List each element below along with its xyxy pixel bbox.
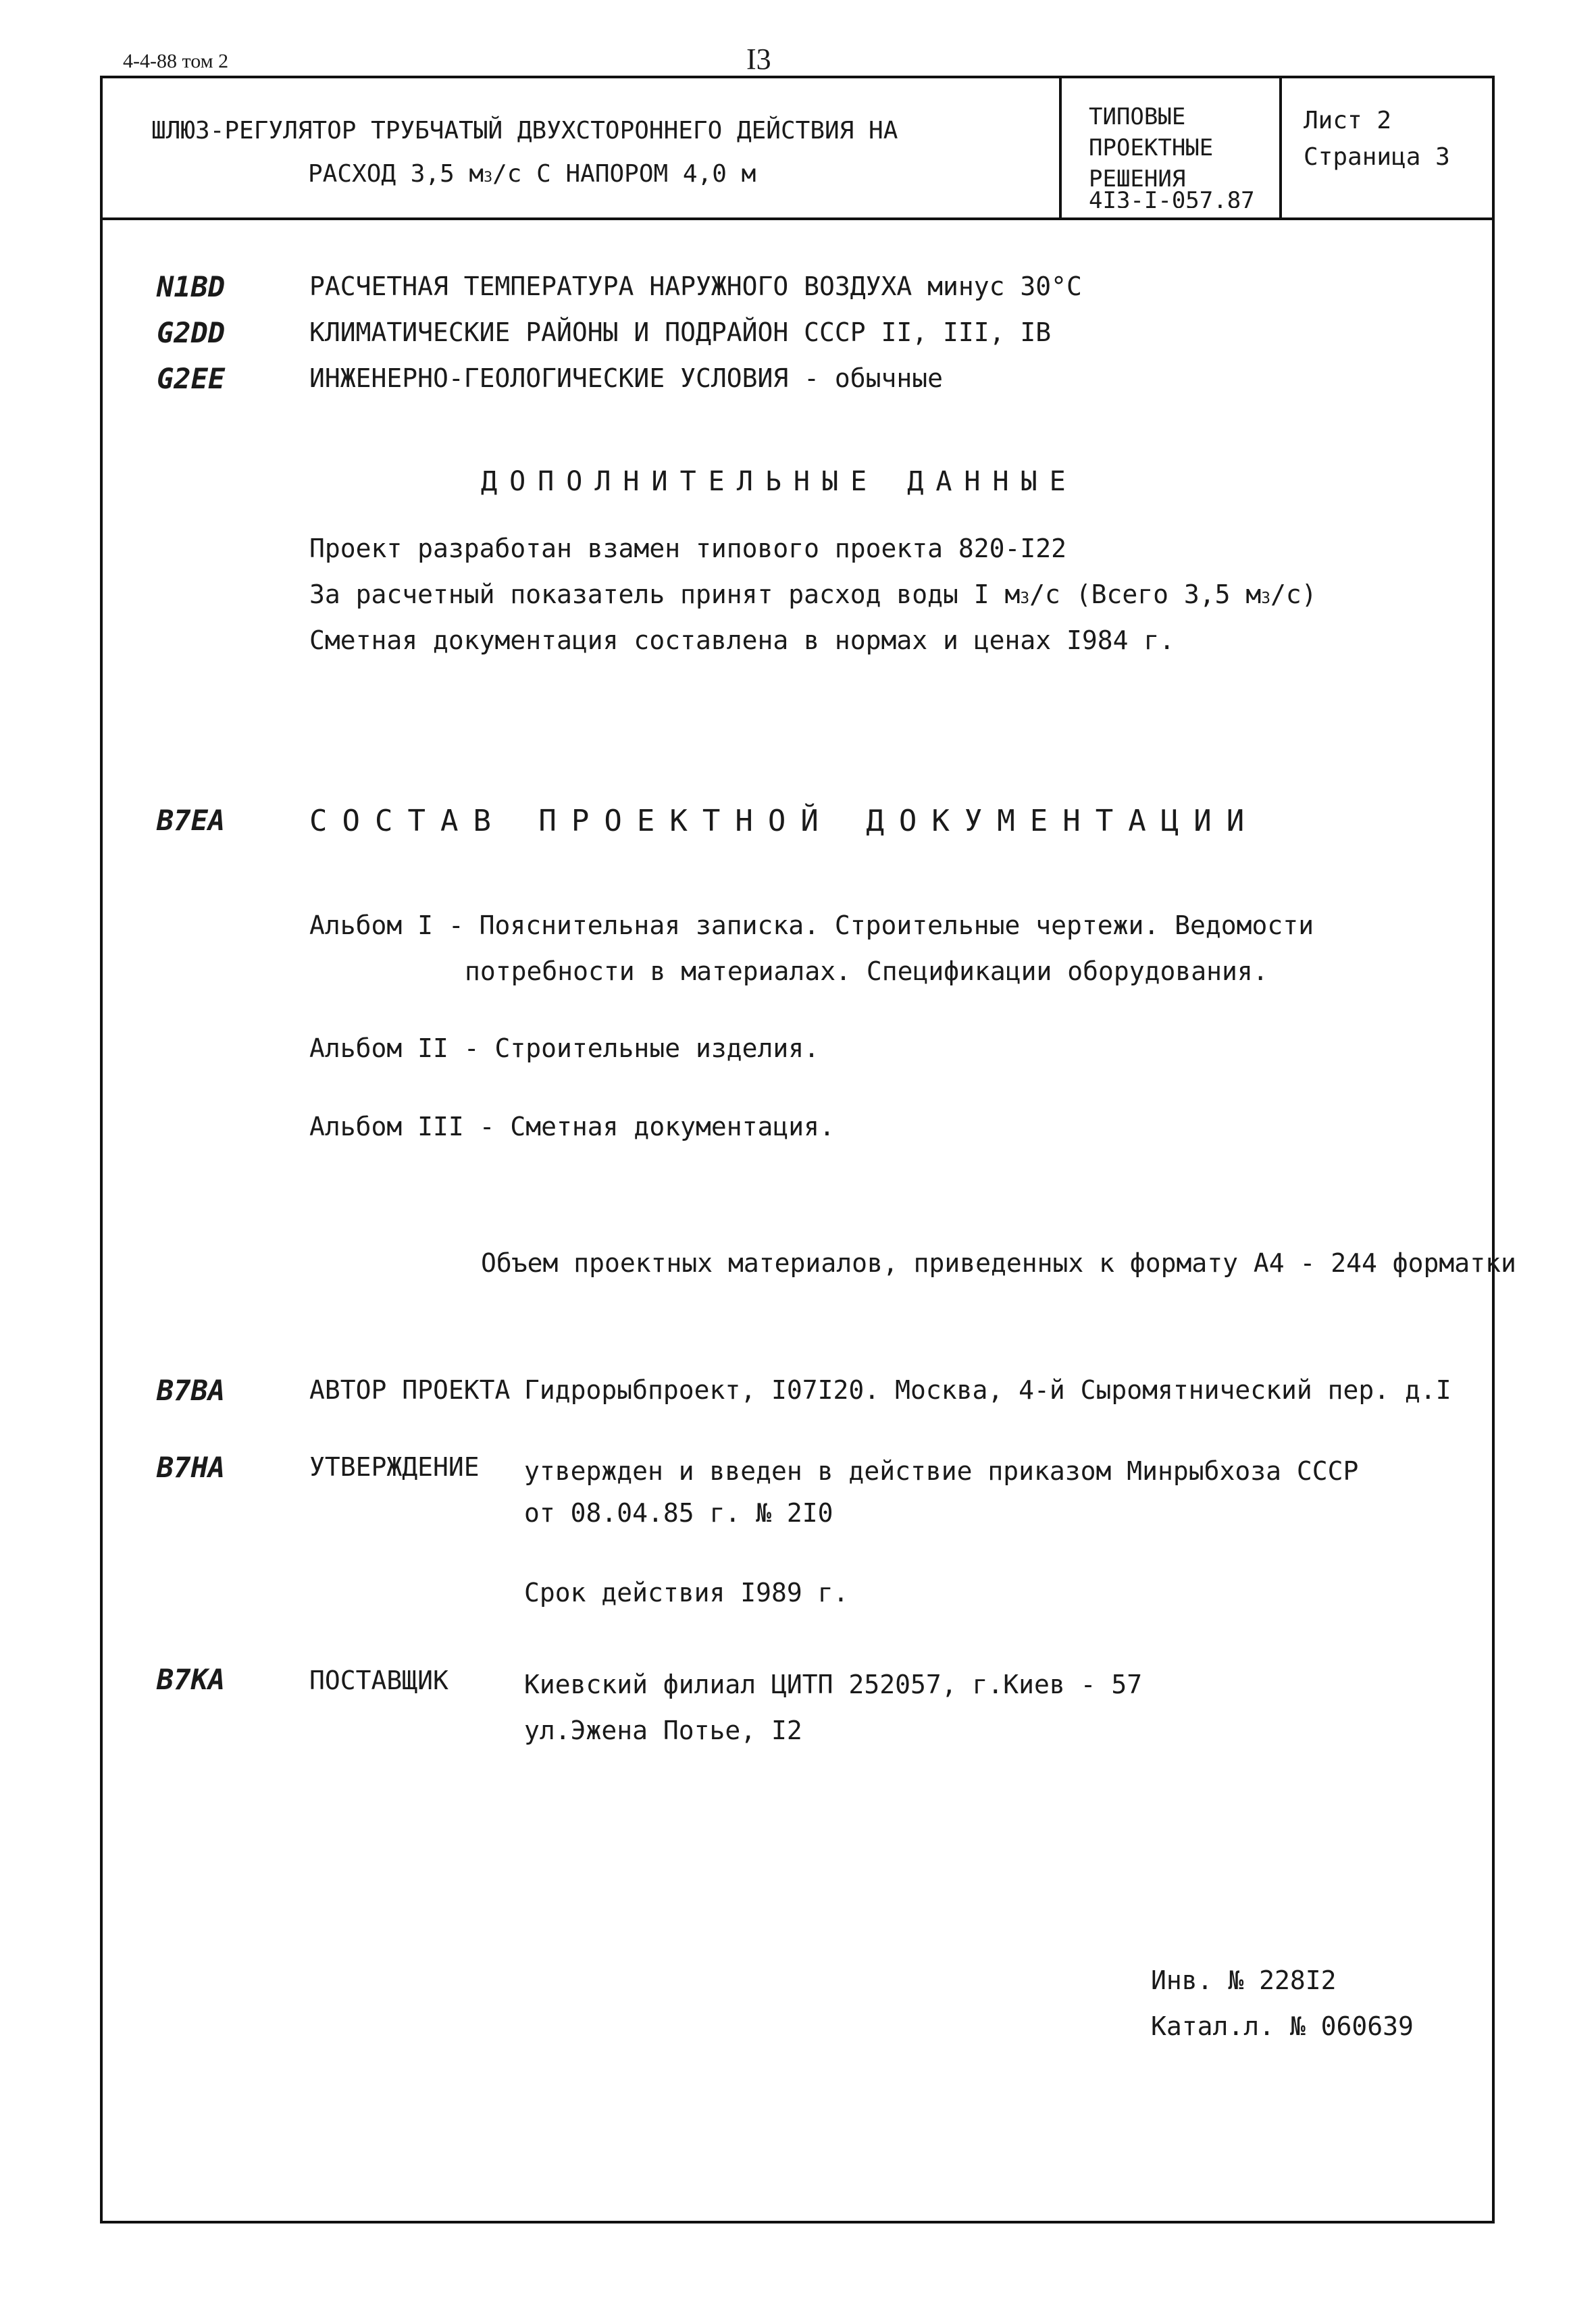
composition-code: B7EA [157, 804, 226, 837]
additional-line: За расчетный показатель принят расход воды I $м^3/с$ (Всего 3,5 $м^3/с$) [309, 580, 1317, 609]
inventory-number: Инв. № 228I2 [1151, 1965, 1337, 1995]
approval-label: УТВЕРЖДЕНИЕ [309, 1452, 480, 1482]
approval-line: от 08.04.85 г. № 2I0 [524, 1498, 833, 1528]
condition-text: РАСЧЕТНАЯ ТЕМПЕРАТУРА НАРУЖНОГО ВОЗДУХА минус 30°С [309, 272, 1082, 301]
author-label: АВТОР ПРОЕКТА [309, 1375, 511, 1405]
condition-code: G2DD [157, 316, 226, 349]
album-item: Альбом II - Строительные изделия. [309, 1033, 819, 1063]
supplier-line: ул.Эжена Потье, I2 [524, 1716, 802, 1745]
album-item: Альбом III - Сметная документация. [309, 1112, 835, 1141]
header-divider-v1 [1059, 76, 1062, 219]
condition-text: ИНЖЕНЕРНО-ГЕОЛОГИЧЕСКИЕ УСЛОВИЯ - обычные [309, 363, 943, 393]
supplier-label: ПОСТАВЩИК [309, 1666, 448, 1695]
volume-line: Объем проектных материалов, приведенных к формату А4 - 244 форматки [481, 1248, 1516, 1278]
header-series: ТИПОВЫЕ ПРОЕКТНЫЕ РЕШЕНИЯ 4I3-I-057.87 [1089, 103, 1255, 208]
sheet-number: Лист 2 [1304, 107, 1392, 134]
catalog-number: Катал.л. № 060639 [1151, 2011, 1414, 2041]
page-label: Страница 3 [1304, 143, 1450, 171]
condition-text: КЛИМАТИЧЕСКИЕ РАЙОНЫ И ПОДРАЙОН СССР II, III, IВ [309, 317, 1052, 347]
author-text: Гидрорыбпроект, I07I20. Москва, 4-й Сыромятнический пер. д.I [524, 1375, 1451, 1405]
approval-line: утвержден и введен в действие приказом Минрыбхоза СССР [524, 1456, 1359, 1486]
header-divider-v2 [1279, 76, 1282, 219]
additional-line: Сметная документация составлена в нормах и ценах I984 г. [309, 625, 1175, 655]
header-divider [100, 217, 1492, 220]
condition-code: G2EE [157, 362, 226, 395]
additional-line: Проект разработан взамен типового проекта 820-I22 [309, 534, 1067, 563]
header-title-line2: РАСХОД 3,5 $м^3/с$ С НАПОРОМ 4,0 м [308, 160, 756, 188]
composition-heading: СОСТАВ ПРОЕКТНОЙ ДОКУМЕНТАЦИИ [309, 804, 1260, 838]
supplier-code: B7KA [157, 1663, 226, 1696]
author-code: B7BA [157, 1374, 226, 1407]
header-title-line1: ШЛЮЗ-РЕГУЛЯТОР ТРУБЧАТЫЙ ДВУХСТОРОННЕГО ДЕЙСТВИЯ НА [151, 117, 898, 145]
additional-heading: ДОПОЛНИТЕЛЬНЫЕ ДАННЫЕ [481, 466, 1078, 497]
page-number: I3 [746, 43, 771, 76]
album-item: Альбом I - Пояснительная записка. Строительные чертежи. Ведомости [309, 910, 1314, 940]
approval-code: B7HA [157, 1451, 226, 1484]
condition-code: N1BD [157, 270, 226, 303]
header-sheet-info [1304, 103, 1450, 176]
album-item-cont: потребности в материалах. Спецификации оборудования. [465, 956, 1268, 986]
supplier-line: Киевский филиал ЦИТП 252057, г.Киев - 57 [524, 1670, 1143, 1699]
approval-term: Срок действия I989 г. [524, 1578, 849, 1608]
page-frame [100, 76, 1495, 2223]
volume-label: 4-4-88 том 2 [123, 50, 229, 72]
